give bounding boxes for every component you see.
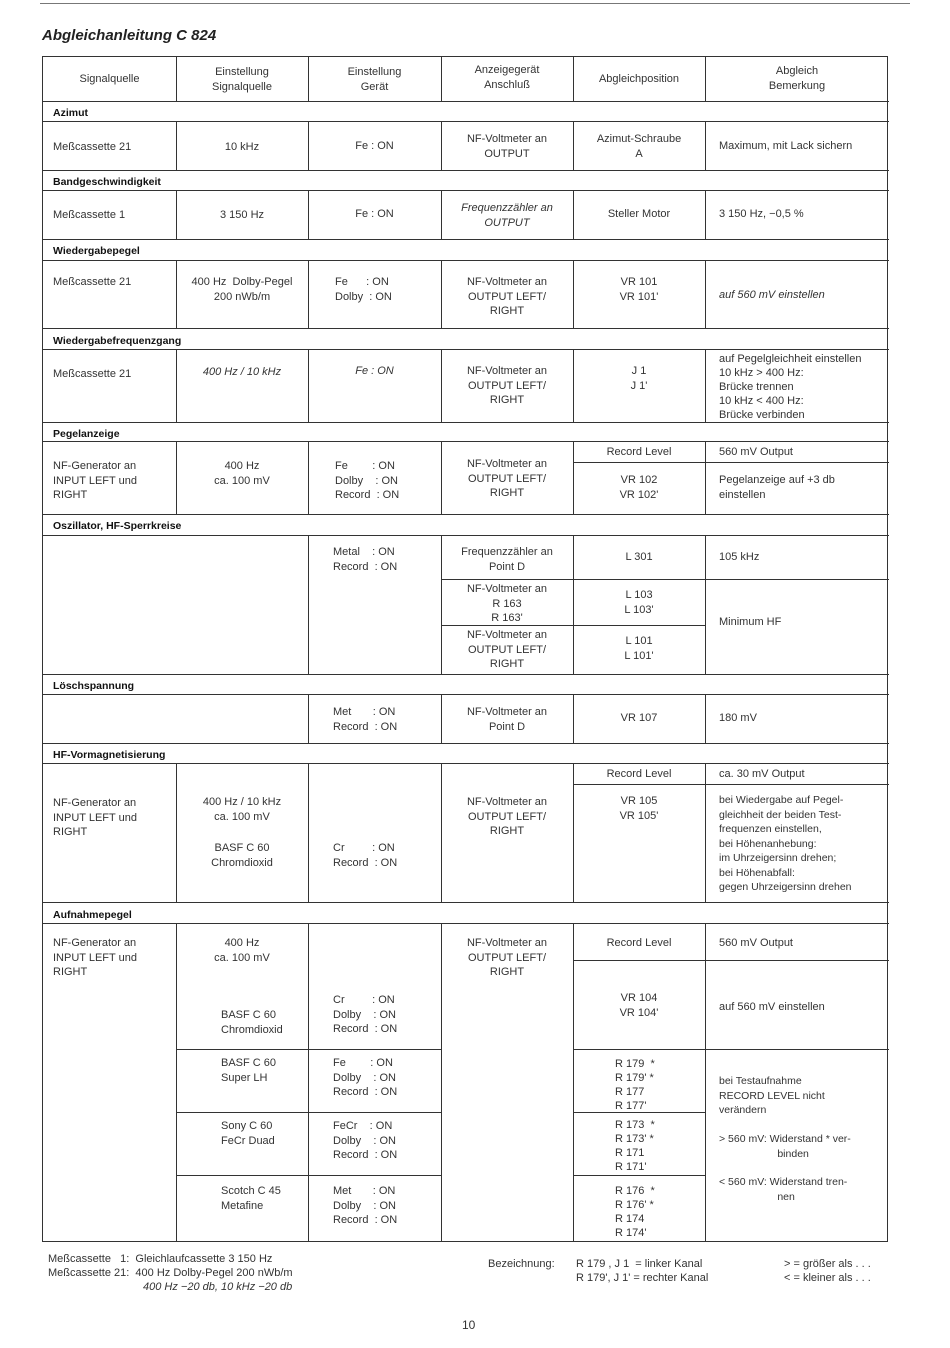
band-einstellung: 3 150 Hz	[219, 209, 265, 221]
footnote-messcassette-21-levels: 400 Hz −20 db, 10 kHz −20 db	[143, 1281, 293, 1293]
oszillator-bemerkung-khz: 105 kHz	[719, 551, 760, 563]
azimut-einstellung: 10 kHz	[224, 141, 260, 153]
rule	[43, 121, 889, 122]
hfvorm-geraet: Cr : ON Record : ON	[333, 842, 398, 869]
adjustment-table	[42, 56, 888, 1242]
pegelanz-output: 560 mV Output	[719, 446, 793, 458]
hfvorm-output: ca. 30 mV Output	[719, 768, 805, 780]
oszillator-position-l103: L 103 L 103'	[624, 589, 654, 616]
pegelanz-bemerkung: Pegelanzeige auf +3 db einstellen	[719, 474, 835, 501]
rule	[573, 763, 574, 902]
rule	[43, 422, 889, 423]
band-signal: Meßcassette 1	[53, 209, 126, 221]
hfvorm-signal: NF-Generator an INPUT LEFT und RIGHT	[53, 797, 137, 838]
rule	[705, 1049, 889, 1050]
rule	[573, 923, 574, 1242]
rule	[43, 190, 889, 191]
aufnahme-output: 560 mV Output	[719, 937, 793, 949]
rule	[308, 535, 309, 674]
oszillator-anzeige-frequenz: Frequenzzähler an Point D	[461, 546, 553, 573]
page-title: Abgleichanleitung C 824	[42, 27, 217, 44]
rule	[573, 1049, 705, 1050]
aufnahme-bemerkung-560: auf 560 mV einstellen	[719, 1001, 825, 1013]
aufnahme-signal: NF-Generator an INPUT LEFT und RIGHT	[53, 937, 137, 978]
aufnahme-bemerkung-kleiner: < 560 mV: Widerstand tren- nen	[719, 1176, 848, 1203]
wiederpegel-bemerkung: auf 560 mV einstellen	[719, 289, 825, 301]
hfvorm-einstellung: 400 Hz / 10 kHz ca. 100 mV	[202, 796, 282, 823]
aufnahme-bemerkung-groesser: > 560 mV: Widerstand * ver- binden	[719, 1133, 851, 1160]
wiederpegel-signal: Meßcassette 21	[53, 276, 132, 288]
section-hf-vormagnetisierung: HF-Vormagnetisierung	[53, 749, 166, 761]
header-signalquelle: Signalquelle	[79, 73, 140, 85]
section-wiedergabefrequenzgang: Wiedergabefrequenzgang	[53, 335, 182, 347]
aufnahme-tape-sony-fecr: Sony C 60 FeCr Duad	[221, 1120, 275, 1147]
legend-bezeichnung-label: Bezeichnung:	[488, 1258, 555, 1270]
oszillator-geraet: Metal : ON Record : ON	[333, 546, 398, 573]
rule	[176, 349, 177, 422]
wiederpegel-position: VR 101 VR 101'	[619, 276, 659, 303]
rule	[43, 239, 889, 240]
aufnahme-position-r179: R 179 * R 179' * R 177 R 177'	[615, 1058, 655, 1112]
rule	[43, 763, 889, 764]
rule	[176, 763, 177, 902]
wiederfreq-bemerkung: auf Pegelgleichheit einstellen 10 kHz > 400 Hz: Brücke trennen 10 kHz < 400 Hz: Brücke verbinden	[719, 353, 862, 421]
band-position: Steller Motor	[607, 208, 671, 220]
legend-kleiner-als: < = kleiner als . . .	[784, 1272, 871, 1284]
rule	[43, 674, 889, 675]
section-azimut: Azimut	[53, 107, 88, 119]
loesch-position: VR 107	[620, 712, 658, 724]
rule	[43, 260, 889, 261]
footnote-messcassette-1: Meßcassette 1: Gleichlaufcassette 3 150 Hz	[48, 1253, 273, 1265]
azimut-signal: Meßcassette 21	[53, 141, 132, 153]
rule	[705, 763, 706, 902]
rule	[705, 694, 706, 743]
legend-groesser-als: > = größer als . . .	[784, 1258, 871, 1270]
footnote-messcassette-21: Meßcassette 21: 400 Hz Dolby-Pegel 200 nWb/m	[48, 1267, 293, 1279]
loesch-bemerkung: 180 mV	[719, 712, 757, 724]
header-anzeigegeraet: Anzeigegerät Anschluß	[474, 64, 540, 91]
wiederfreq-anzeige: NF-Voltmeter an OUTPUT LEFT/ RIGHT	[466, 365, 548, 406]
azimut-geraet: Fe : ON	[355, 140, 394, 152]
rule	[43, 514, 889, 515]
aufnahme-tape-basf-superlh: BASF C 60 Super LH	[221, 1057, 277, 1084]
rule	[573, 462, 889, 463]
rule	[43, 170, 889, 171]
rule	[43, 902, 889, 903]
rule	[43, 328, 889, 329]
page-number: 10	[462, 1318, 476, 1332]
rule	[43, 535, 889, 536]
wiederfreq-einstellung: 400 Hz / 10 kHz	[202, 366, 282, 378]
legend-rechter-kanal: R 179', J 1' = rechter Kanal	[576, 1272, 709, 1284]
aufnahme-geraet-fe: Fe : ON Dolby : ON Record : ON	[333, 1057, 398, 1098]
hfvorm-bemerkung: bei Wiedergabe auf Pegel- gleichheit der beiden Test- frequenzen einstellen, bei Höhenanhebung: im Uhrzeigersinn drehen; bei Höhenabfall: gegen Uhrzeigersinn drehen	[719, 794, 852, 893]
aufnahme-einstellung: 400 Hz ca. 100 mV	[214, 937, 270, 964]
loesch-geraet: Met : ON Record : ON	[333, 706, 398, 733]
wiederpegel-geraet: Fe : ON Dolby : ON	[335, 276, 392, 303]
azimut-anzeige: NF-Voltmeter an OUTPUT	[466, 133, 548, 160]
section-aufnahmepegel: Aufnahmepegel	[53, 909, 132, 921]
hfvorm-tape: BASF C 60 Chromdioxid	[211, 842, 273, 869]
section-bandgeschwindigkeit: Bandgeschwindigkeit	[53, 176, 161, 188]
rule	[705, 121, 706, 170]
oszillator-position-l101: L 101 L 101'	[624, 635, 654, 662]
aufnahme-tape-basf-chromdioxid: BASF C 60 Chromdioxid	[221, 1009, 283, 1036]
rule	[43, 349, 889, 350]
pegelanz-signal: NF-Generator an INPUT LEFT und RIGHT	[53, 460, 137, 501]
aufnahme-bemerkung-testaufnahme: bei Testaufnahme RECORD LEVEL nicht verändern	[719, 1075, 825, 1116]
aufnahme-geraet-fecr: FeCr : ON Dolby : ON Record : ON	[333, 1120, 398, 1161]
rule	[705, 190, 706, 239]
aufnahme-tape-scotch-metafine: Scotch C 45 Metafine	[221, 1185, 281, 1212]
rule	[43, 694, 889, 695]
wiederfreq-position: J 1 J 1'	[630, 365, 648, 392]
pegelanz-position: VR 102 VR 102'	[619, 474, 659, 501]
band-bemerkung: 3 150 Hz, −0,5 %	[719, 208, 804, 220]
header-einstellung-geraet: Einstellung Gerät	[347, 66, 402, 93]
band-anzeige: Frequenzzähler an OUTPUT	[461, 202, 553, 229]
aufnahme-geraet-met: Met : ON Dolby : ON Record : ON	[333, 1185, 398, 1226]
rule	[308, 763, 309, 902]
loesch-anzeige: NF-Voltmeter an Point D	[466, 706, 548, 733]
rule	[705, 260, 706, 328]
pegelanz-geraet: Fe : ON Dolby : ON Record : ON	[335, 460, 400, 501]
pegelanz-anzeige: NF-Voltmeter an OUTPUT LEFT/ RIGHT	[466, 458, 548, 499]
header-bemerkung: Abgleich Bemerkung	[768, 65, 826, 92]
rule	[308, 694, 309, 743]
rule	[705, 349, 706, 422]
aufnahme-anzeige: NF-Voltmeter an OUTPUT LEFT/ RIGHT	[466, 937, 548, 978]
rule	[705, 923, 706, 1242]
oszillator-bemerkung-minimum: Minimum HF	[719, 616, 782, 628]
rule	[705, 441, 706, 514]
wiederpegel-einstellung: 400 Hz Dolby-Pegel 200 nWb/m	[191, 276, 293, 303]
rule	[573, 784, 889, 785]
section-loeschspannung: Löschspannung	[53, 680, 135, 692]
section-wiedergabepegel: Wiedergabepegel	[53, 245, 140, 257]
section-pegelanzeige: Pegelanzeige	[53, 428, 120, 440]
oszillator-anzeige-r163: NF-Voltmeter an R 163 R 163'	[466, 583, 548, 624]
aufnahme-position-vr104: VR 104 VR 104'	[619, 992, 659, 1019]
rule	[43, 441, 889, 442]
rule	[43, 743, 889, 744]
azimut-position: Azimut-Schraube A	[596, 133, 682, 160]
header-einstellung-signalquelle: Einstellung Signalquelle	[212, 66, 272, 93]
hfvorm-anzeige: NF-Voltmeter an OUTPUT LEFT/ RIGHT	[466, 796, 548, 837]
rule	[308, 441, 309, 514]
aufnahme-position-r173: R 173 * R 173' * R 171 R 171'	[615, 1119, 655, 1173]
rule	[43, 923, 889, 924]
pegelanz-einstellung: 400 Hz ca. 100 mV	[214, 460, 270, 487]
rule	[308, 923, 309, 1242]
wiederfreq-geraet: Fe : ON	[355, 365, 394, 377]
wiederpegel-anzeige: NF-Voltmeter an OUTPUT LEFT/ RIGHT	[466, 276, 548, 317]
rule	[705, 535, 706, 674]
rule	[308, 349, 309, 422]
aufnahme-geraet-cr: Cr : ON Dolby : ON Record : ON	[333, 994, 398, 1035]
azimut-bemerkung: Maximum, mit Lack sichern	[719, 140, 853, 152]
section-oszillator: Oszillator, HF-Sperrkreise	[53, 520, 182, 532]
rule	[176, 923, 177, 1242]
rule	[43, 101, 889, 102]
pegelanz-record-level: Record Level	[606, 446, 672, 458]
oszillator-anzeige-output: NF-Voltmeter an OUTPUT LEFT/ RIGHT	[466, 629, 548, 670]
rule	[308, 260, 309, 328]
top-rule	[40, 3, 910, 4]
band-geraet: Fe : ON	[355, 208, 394, 220]
rule	[573, 960, 889, 961]
hfvorm-record-level: Record Level	[606, 768, 672, 780]
oszillator-position-l301: L 301	[625, 551, 653, 563]
hfvorm-position: VR 105 VR 105'	[619, 795, 659, 822]
legend-linker-kanal: R 179 , J 1 = linker Kanal	[576, 1258, 703, 1270]
header-abgleichposition: Abgleichposition	[598, 73, 680, 85]
wiederfreq-signal: Meßcassette 21	[53, 368, 132, 380]
aufnahme-record-level: Record Level	[606, 937, 672, 949]
aufnahme-position-r176: R 176 * R 176' * R 174 R 174'	[615, 1185, 655, 1239]
rule	[705, 579, 889, 580]
rule	[573, 1175, 705, 1176]
